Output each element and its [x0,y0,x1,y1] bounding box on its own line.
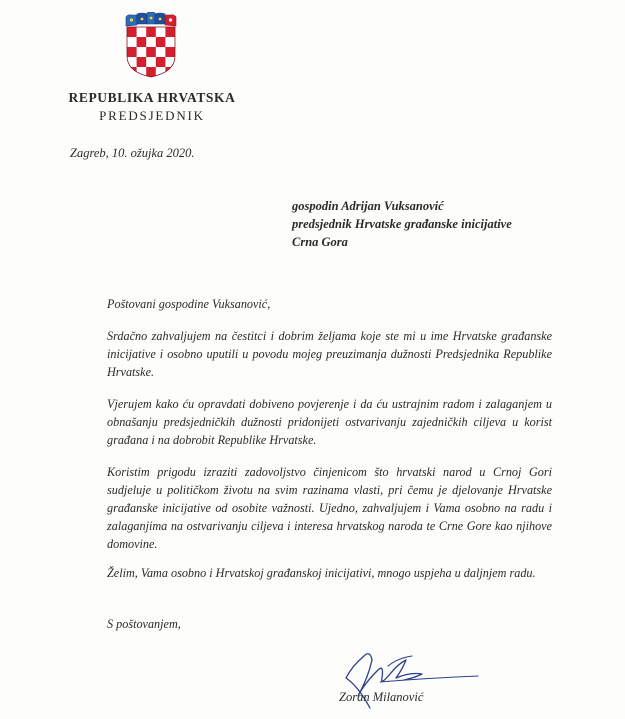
signer-name: Zoran Milanović [339,690,424,704]
paragraph: Koristim prigodu izraziti zadovoljstvo činjenicom što hrvatski narod u Crnoj Gori sudjeluje u političkom životu na svim razinama vlasti, pri čemu je djelovanje Hrvatske građanske inicijative od osobite važnosti. Ujedno, zahvaljujem i Vama osobno na radu i zalaganjima na ostvarivanju ciljeva i interesa hrvatskog naroda te Crne Gore kao njihove domovine. [107,465,552,551]
paragraph: Srdačno zahvaljujem na čestitci i dobrim željama koje ste mi u ime Hrvatske građanske inicijative i osobno uputili u povodu mojeg preuzimanja dužnosti Predsjednika Republike Hrvatske. [107,329,552,379]
paragraph: Želim, Vama osobno i Hrvatskoj građanskoj inicijativi, mnogo uspjeha u daljnjem radu. [107,566,536,580]
date-line: Zagreb, 10. ožujka 2020. [70,146,195,160]
paragraph: Vjerujem kako ću opravdati dobiveno povjerenje i da ću ustrajnim radom i zalaganjem u obnašanju predsjedničkih dužnosti pridonijeti ostvarivanju zajedničkih ciljeva u korist građana i na dobrobit Republike Hrvatske. [107,397,552,447]
salutation: Poštovani gospodine Vuksanović, [107,297,271,311]
letterhead-office: PREDSJEDNIK [99,108,205,123]
recipient-name: gospodin Adrijan Vuksanović [292,199,444,213]
recipient-title: predsjednik Hrvatske građanske inicijative [292,217,512,231]
recipient-country: Crna Gora [292,235,348,249]
crown [126,12,176,26]
letterhead [50,90,254,124]
closing: S poštovanjem, [107,617,181,631]
recipient-block [292,197,512,251]
coat-of-arms-icon [122,12,180,78]
letterhead-country: REPUBLIKA HRVATSKA [68,90,236,105]
